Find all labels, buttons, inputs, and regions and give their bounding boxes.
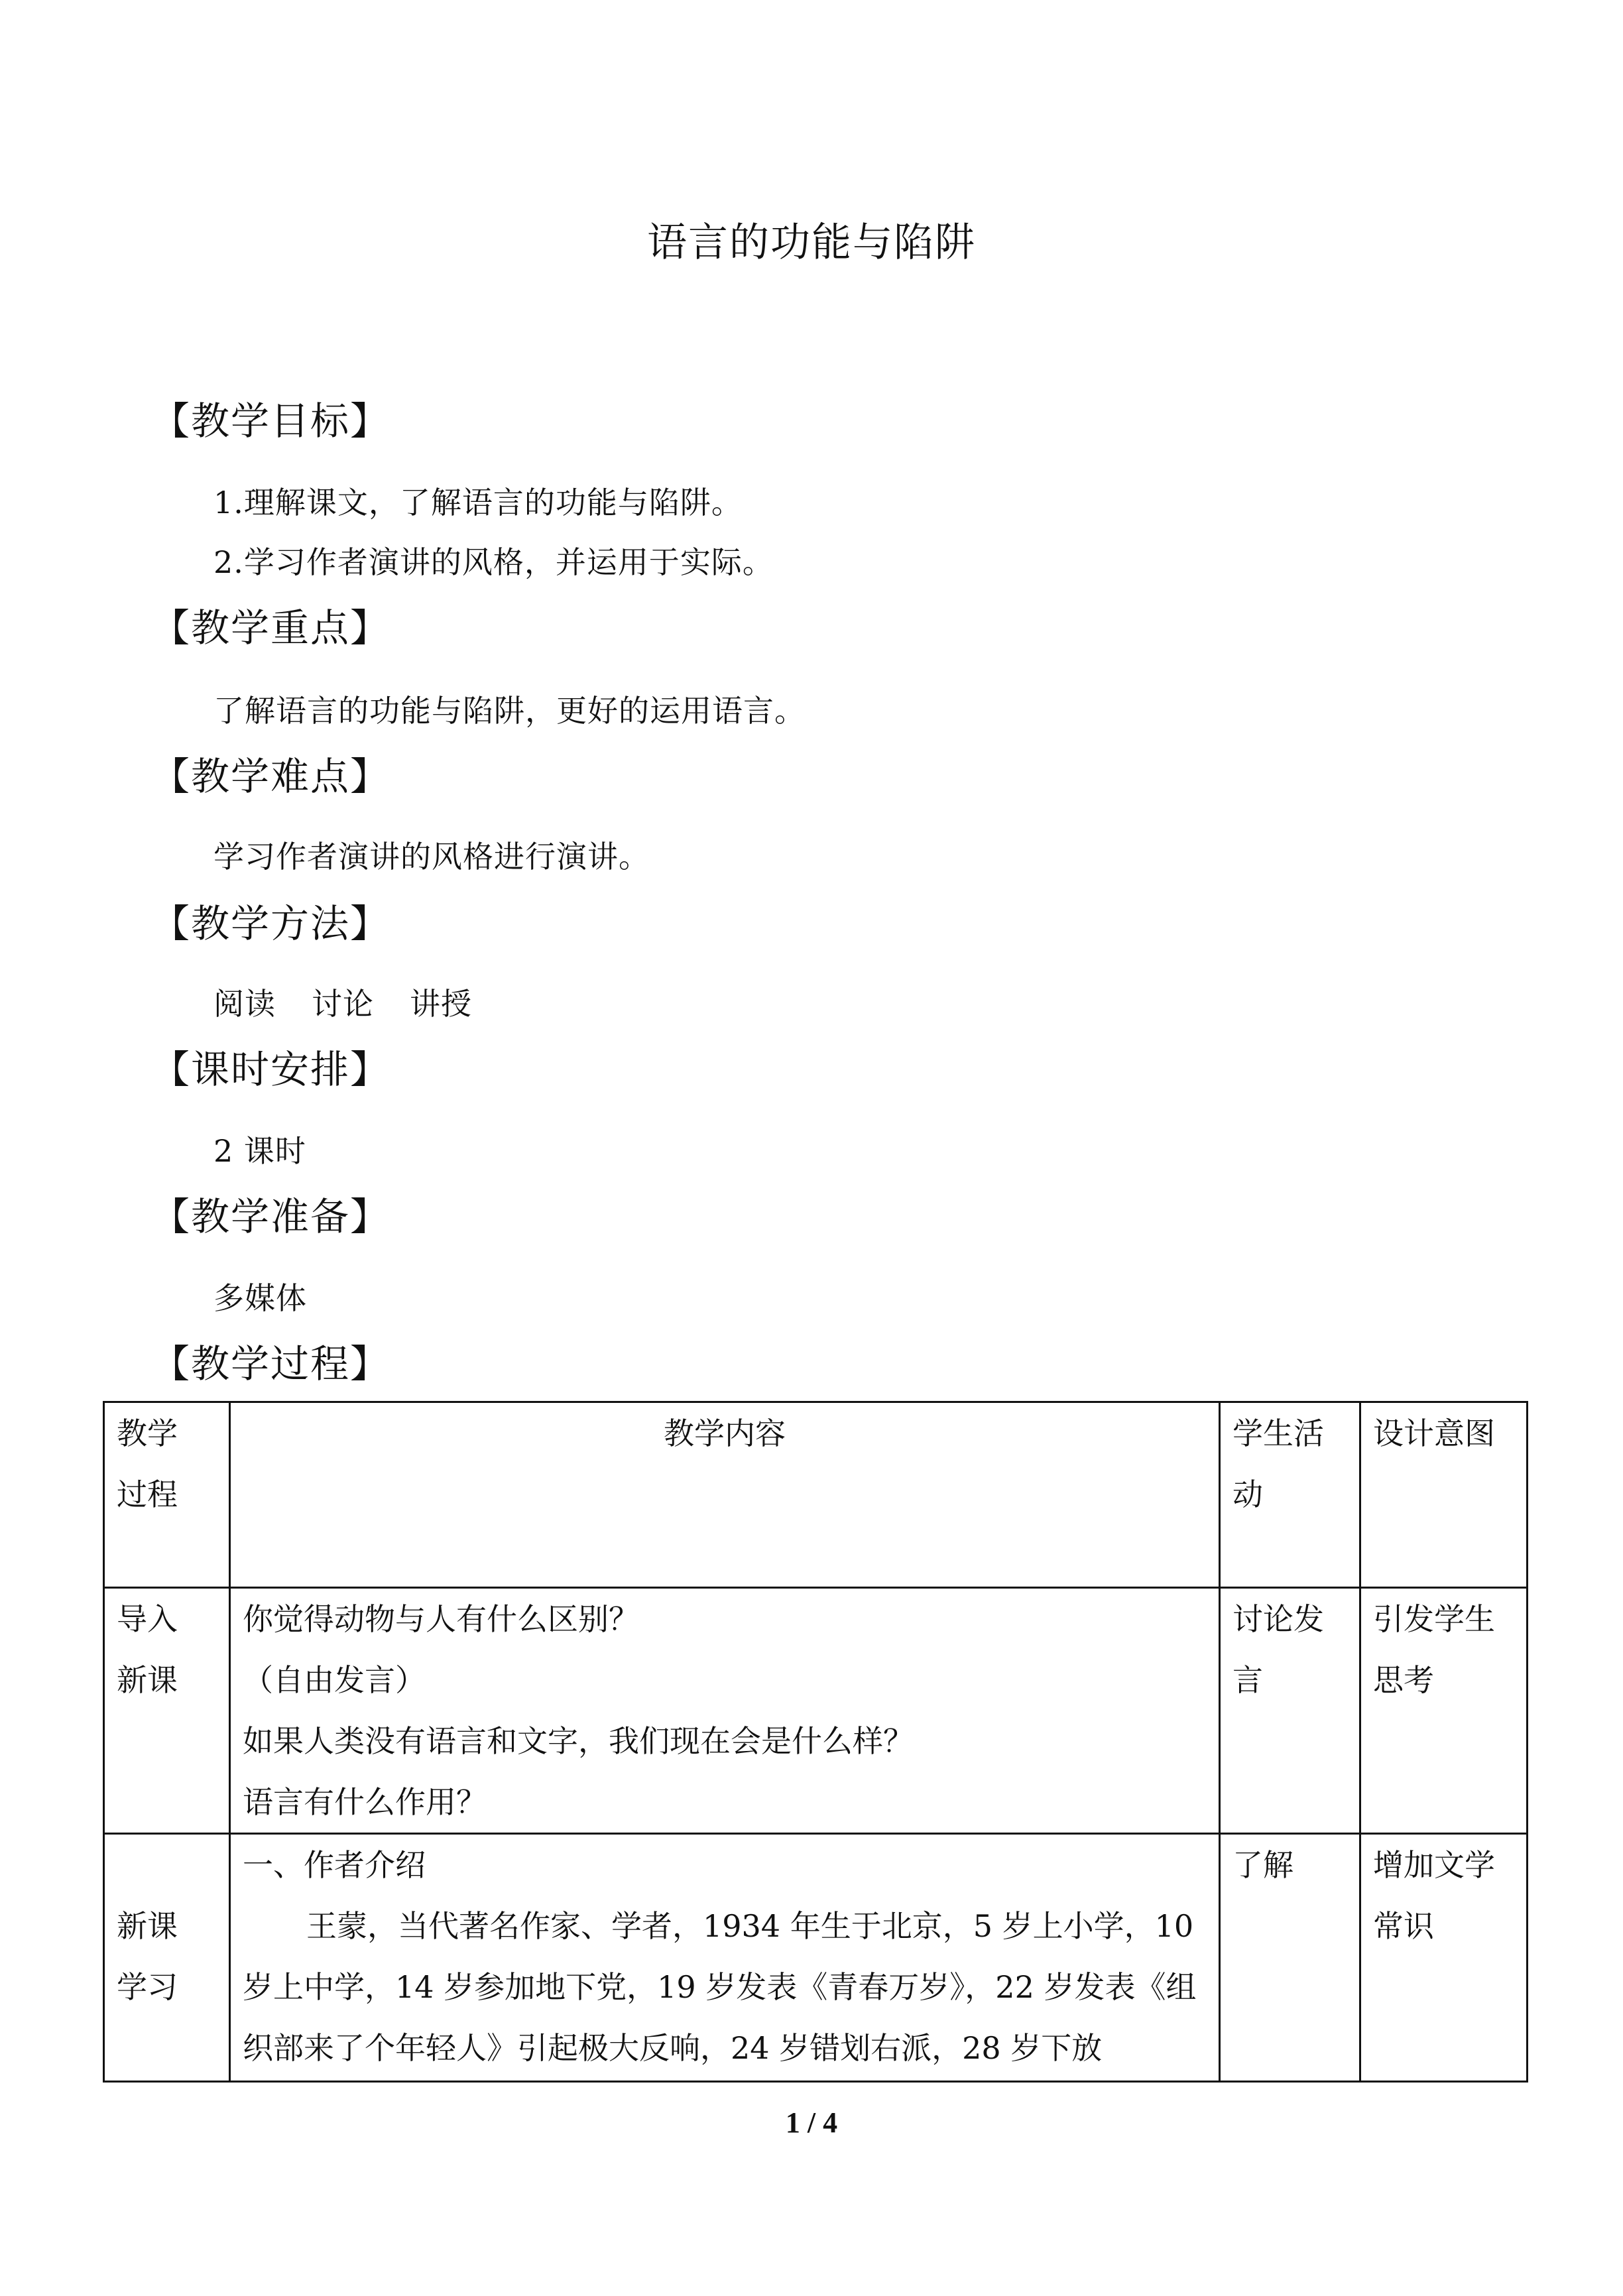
content-heading: 一、作者介绍	[243, 1847, 426, 1883]
section-heading-schedule: 【课时安排】	[151, 1047, 391, 1092]
section-heading-objectives: 【教学目标】	[151, 398, 391, 444]
schedule-text: 2 课时	[213, 1133, 306, 1169]
content-line: 如果人类没有语言和文字，我们现在会是什么样？	[243, 1723, 914, 1759]
method-list	[213, 980, 508, 1024]
row-activity-line2: 言	[1232, 1662, 1263, 1698]
row-intent-line1: 增加文学	[1373, 1847, 1495, 1883]
objective-item: 1.理解课文，了解语言的功能与陷阱。	[213, 485, 743, 520]
row-activity-line1: 讨论发	[1232, 1601, 1324, 1637]
header-intent: 设计意图	[1360, 1402, 1528, 1588]
row-stage-line1: 导入	[117, 1601, 178, 1637]
section-heading-process: 【教学过程】	[151, 1341, 391, 1386]
section-heading-keypoint: 【教学重点】	[151, 605, 391, 650]
content-line: 你觉得动物与人有什么区别？	[243, 1601, 639, 1637]
header-stage-line1: 教学	[117, 1416, 178, 1451]
table-row	[104, 1834, 1528, 2082]
row-stage	[104, 1588, 230, 1834]
row-stage	[104, 1834, 230, 2082]
header-activity-line2: 动	[1232, 1477, 1263, 1512]
page-number: 1 / 4	[785, 2106, 838, 2139]
header-activity	[1220, 1402, 1360, 1588]
row-intent-line2: 思考	[1373, 1662, 1434, 1698]
keypoint-text: 了解语言的功能与陷阱，更好的运用语言。	[213, 693, 806, 729]
table-row	[104, 1588, 1528, 1834]
row-stage-line1: 新课	[117, 1908, 178, 1944]
row-content	[230, 1588, 1220, 1834]
row-intent	[1360, 1588, 1528, 1834]
row-activity	[1220, 1588, 1360, 1834]
content-line: （自由发言）	[243, 1662, 426, 1698]
process-table	[103, 1401, 1528, 2083]
section-heading-difficulty: 【教学难点】	[151, 754, 391, 799]
section-heading-prep: 【教学准备】	[151, 1194, 391, 1239]
header-stage-line2: 过程	[117, 1477, 178, 1512]
header-activity-line1: 学生活	[1232, 1416, 1324, 1451]
row-content	[230, 1834, 1220, 2082]
row-stage-line2: 新课	[117, 1662, 178, 1698]
header-stage	[104, 1402, 230, 1588]
row-intent	[1360, 1834, 1528, 2082]
row-intent-line2: 常识	[1373, 1908, 1434, 1944]
method-item: 讨论	[312, 986, 374, 1022]
row-activity: 了解	[1220, 1834, 1360, 2082]
content-paragraph: 王蒙，当代著名作家、学者，1934 年生于北京，5 岁上小学，10 岁上中学，14 岁参加地下党，19 岁发表《青春万岁》，22 岁发表《组织部来了个年轻人》引起极大反响，24 岁错划右派，28 岁下放	[243, 1908, 1197, 2066]
method-item: 阅读	[213, 986, 276, 1022]
table-header-row	[104, 1402, 1528, 1588]
content-line: 语言有什么作用？	[243, 1784, 487, 1820]
header-content: 教学内容	[230, 1402, 1220, 1588]
difficulty-text: 学习作者演讲的风格进行演讲。	[213, 839, 650, 875]
objective-item: 2.学习作者演讲的风格，并运用于实际。	[213, 544, 774, 580]
section-heading-method: 【教学方法】	[151, 901, 391, 946]
method-item: 讲授	[410, 986, 472, 1022]
document-title: 语言的功能与陷阱	[647, 219, 976, 266]
row-intent-line1: 引发学生	[1373, 1601, 1495, 1637]
prep-text: 多媒体	[213, 1280, 307, 1316]
row-stage-line2: 学习	[117, 1969, 178, 2005]
